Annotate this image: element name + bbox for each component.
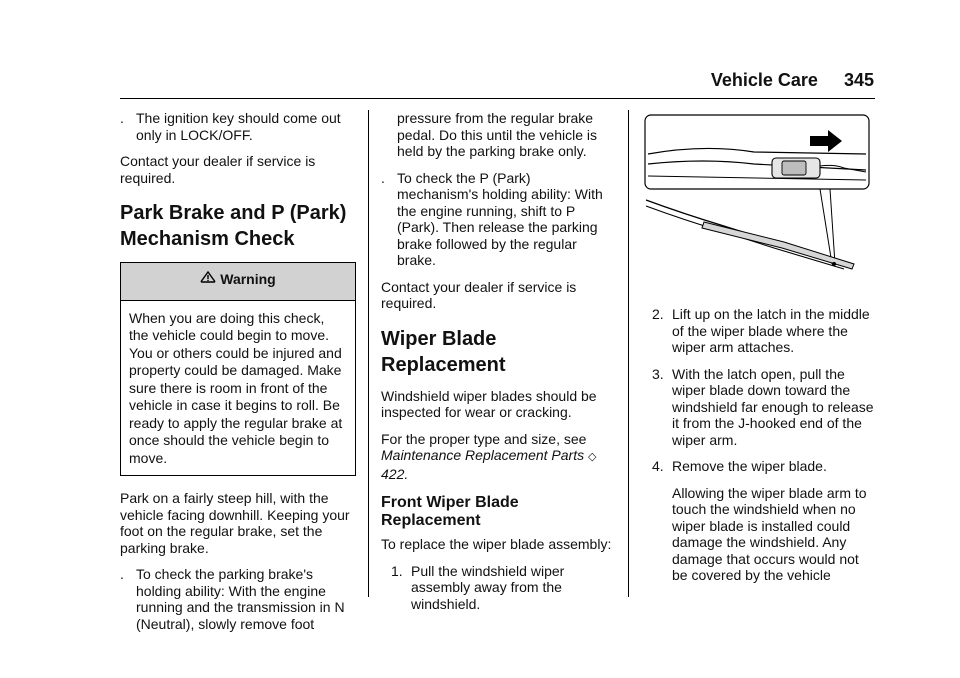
step-item [644, 366, 876, 449]
bullet-mark: . [120, 566, 124, 582]
section-heading: Wiper Blade Replacement [381, 327, 506, 376]
step-text: With the latch open, pull the wiper blade down toward the windshield far enough to release it from the J-hooked end of the wiper arm. [672, 365, 874, 448]
wiper-illustration [644, 114, 870, 270]
bullet-text: The ignition key should come out only in LOCK/OFF. [136, 110, 341, 143]
step-item [644, 306, 876, 356]
latch-clip [782, 161, 806, 175]
column-2 [381, 110, 615, 622]
warning-title: Warning [220, 271, 276, 287]
warning-icon [200, 271, 216, 291]
bullet-mark: . [381, 169, 385, 186]
step-item [381, 563, 615, 613]
step-number: 2. [652, 306, 664, 322]
page-header [711, 70, 874, 91]
column-divider-1 [368, 110, 369, 597]
page-number: 345 [843, 70, 874, 90]
bullet-text: To check the P (Park) mechanism's holding ability: With the engine running, shift to P (Park). Then release the parking brake followed by the regular brake. [397, 169, 603, 268]
step-text: Pull the windshield wiper assembly away from the windshield. [411, 562, 565, 612]
column-1 [120, 110, 356, 642]
latch-point [832, 262, 836, 266]
leader-line-2 [830, 189, 835, 264]
step-text: Remove the wiper blade. [672, 458, 827, 474]
column-3 [644, 110, 876, 594]
warning-text: When you are doing this check, the vehicle could begin to move. You or others could be injured and property could be damaged. Make sure there is room in front of the vehicle in case it begins to roll. Be ready to apply the regular brake at once should the vehicle begin to move. [129, 309, 343, 466]
paragraph-with-reference [381, 431, 615, 483]
reference-arrow-icon: ◇ [588, 451, 597, 463]
bullet-text: To check the parking brake's holding ability: With the engine running and the transmission in N (Neutral), slowly remove foot [136, 566, 345, 632]
reference-prefix: For the proper type and size, see [381, 430, 587, 447]
reference-page[interactable]: 422. [381, 465, 409, 482]
step-item [644, 458, 876, 475]
bullet-mark: . [120, 110, 124, 126]
wiper-diagram-svg [644, 114, 870, 270]
bullet-text: pressure from the regular brake pedal. Do this until the vehicle is held by the parking brake only. [397, 110, 597, 159]
section-title: Vehicle Care [710, 70, 818, 90]
step-number: 4. [652, 458, 664, 474]
subsection-heading: Front Wiper Blade Replacement [381, 494, 519, 529]
reference-link[interactable]: Maintenance Replacement Parts [381, 447, 585, 463]
step-number: 1. [391, 562, 403, 579]
paragraph: Contact your dealer if service is required. [381, 278, 577, 311]
step-number: 3. [652, 365, 664, 382]
paragraph: Contact your dealer if service is required. [120, 153, 316, 186]
section-heading: Park Brake and P (Park) Mechanism Check [120, 202, 347, 250]
bullet-continuation [381, 110, 615, 160]
step-text: Lift up on the latch in the middle of the wiper blade where the wiper arm attaches. [672, 306, 870, 355]
paragraph: Windshield wiper blades should be inspected for wear or cracking. [381, 387, 597, 420]
header-rule [120, 98, 875, 99]
paragraph: Park on a fairly steep hill, with the vehicle facing downhill. Keeping your foot on the regular brake, set the parking brake. [120, 490, 350, 556]
column-divider-2 [628, 110, 629, 597]
paragraph: To replace the wiper blade assembly: [381, 536, 612, 552]
warning-header [121, 263, 355, 301]
leader-line-1 [820, 189, 832, 264]
bullet-item [120, 566, 356, 632]
wiper-blade [702, 222, 854, 269]
step-note: Allowing the wiper blade arm to touch the windshield when no wiper blade is installed could damage the windshield. Any damage that occurs would not be covered by the vehicle [672, 484, 867, 583]
warning-box [120, 262, 356, 476]
bullet-item [381, 170, 615, 269]
bullet-item [120, 110, 356, 143]
